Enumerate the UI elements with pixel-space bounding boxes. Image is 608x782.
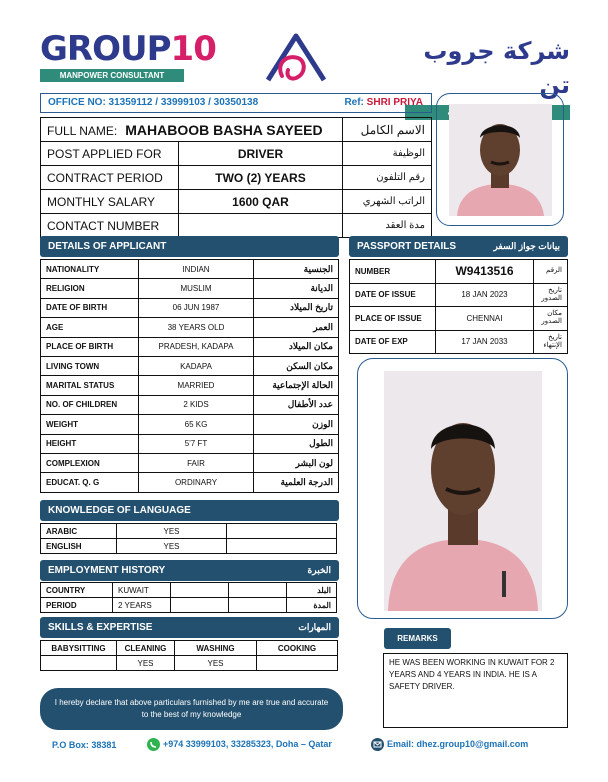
passport-header: PASSPORT DETAILS بيانات جواز السفر (349, 236, 568, 257)
email-icon (371, 738, 384, 751)
table-row: DATE OF EXP 17 JAN 2033 تاريخ الإنتهاء (350, 330, 568, 354)
table-row: NATIONALITY INDIAN الجنسية (41, 260, 339, 279)
employment-table (40, 582, 337, 613)
po-box: P.O Box: 38381 (52, 740, 117, 750)
language-table (40, 523, 337, 554)
full-name-row (41, 118, 432, 142)
logo-wordmark: GROUP10 (40, 29, 216, 69)
language-header: KNOWLEDGE OF LANGUAGE (40, 500, 339, 521)
employment-header: EMPLOYMENT HISTORY الخبرة (40, 560, 339, 581)
full-name-value: MAHABOOB BASHA SAYEED (125, 121, 323, 138)
table-row: HEIGHT 5'7 FT الطول (41, 434, 339, 453)
details-header: DETAILS OF APPLICANT (40, 236, 339, 257)
applicant-photo-small (436, 93, 564, 226)
arabic-wordmark: شركة جروب تن (423, 37, 570, 99)
phone-line: +974 33999103, 33285323, Doha – Qatar (147, 738, 332, 751)
roof-emblem-icon (262, 30, 330, 86)
table-row: WEIGHT 65 KG الوزن (41, 415, 339, 434)
table-row: NUMBER W9413516 الرقم (350, 260, 568, 284)
table-row: ENGLISH YES (41, 539, 337, 554)
table-row: YES YES (41, 656, 338, 671)
table-row: CONTACT NUMBER مدة العقد (41, 214, 432, 238)
table-row: COMPLEXION FAIR لون البشر (41, 453, 339, 472)
whatsapp-icon (147, 738, 160, 751)
skills-table (40, 640, 338, 671)
portrait-icon (449, 104, 552, 216)
table-row: PERIOD 2 YEARS المدة (41, 598, 337, 613)
table-row: EDUCAT. Q. G ORDINARY الدرجة العلمية (41, 473, 339, 492)
table-row: DATE OF ISSUE 18 JAN 2023 تاريخ الصدور (350, 283, 568, 307)
table-row: MARITAL STATUS MARRIED الحالة الإجتماعية (41, 376, 339, 395)
table-row: PLACE OF ISSUE CHENNAI مكان الصدور (350, 307, 568, 331)
reference-name: SHRI PRIYA (366, 97, 423, 108)
skills-header: SKILLS & EXPERTISE المهارات (40, 617, 339, 638)
reference: Ref: SHRI PRIYA (344, 97, 423, 108)
table-row: DATE OF BIRTH 06 JUN 1987 تاريخ الميلاد (41, 298, 339, 317)
email-line[interactable]: Email: dhez.group10@gmail.com (371, 738, 528, 751)
top-info-table (40, 117, 432, 238)
table-row: ARABIC YES (41, 524, 337, 539)
table-row: NO. OF CHILDREN 2 KIDS عدد الأطفال (41, 395, 339, 414)
table-row: RELIGION MUSLIM الديانة (41, 279, 339, 298)
table-row: BABYSITTING CLEANING WASHING COOKING (41, 641, 338, 656)
table-row: PLACE OF BIRTH PRADESH, KADAPA مكان الميلاد (41, 337, 339, 356)
remarks-text: HE WAS BEEN WORKING IN KUWAIT FOR 2 YEARS AND 4 YEARS IN INDIA. HE IS A SAFETY DRIVER. (383, 653, 568, 728)
table-row: COUNTRY KUWAIT البلد (41, 583, 337, 598)
table-row: CONTRACT PERIOD TWO (2) YEARS رقم التلفون (41, 166, 432, 190)
table-row: POST APPLIED FOR DRIVER الوظيفة (41, 142, 432, 166)
full-name-cell: FULL NAME: MAHABOOB BASHA SAYEED (41, 118, 343, 142)
table-row: LIVING TOWN KADAPA مكان السكن (41, 356, 339, 375)
table-row: MONTHLY SALARY 1600 QAR الراتب الشهري (41, 190, 432, 214)
portrait-icon (384, 371, 542, 611)
details-table (40, 259, 339, 493)
group10-logo (40, 29, 216, 82)
full-name-ar: الاسم الكامل (343, 118, 432, 142)
office-bar (40, 93, 432, 113)
logo-subtitle: MANPOWER CONSULTANT (40, 69, 184, 82)
office-numbers: OFFICE NO: 31359112 / 33999103 / 30350138 (48, 97, 259, 108)
declaration-banner: I hereby declare that above particulars furnished by me are true and accurate to the best of my knowledge (40, 688, 343, 730)
passport-table (349, 259, 568, 354)
table-row: AGE 38 YEARS OLD العمر (41, 318, 339, 337)
applicant-photo-large (357, 358, 568, 619)
remarks-header: REMARKS (384, 628, 451, 649)
